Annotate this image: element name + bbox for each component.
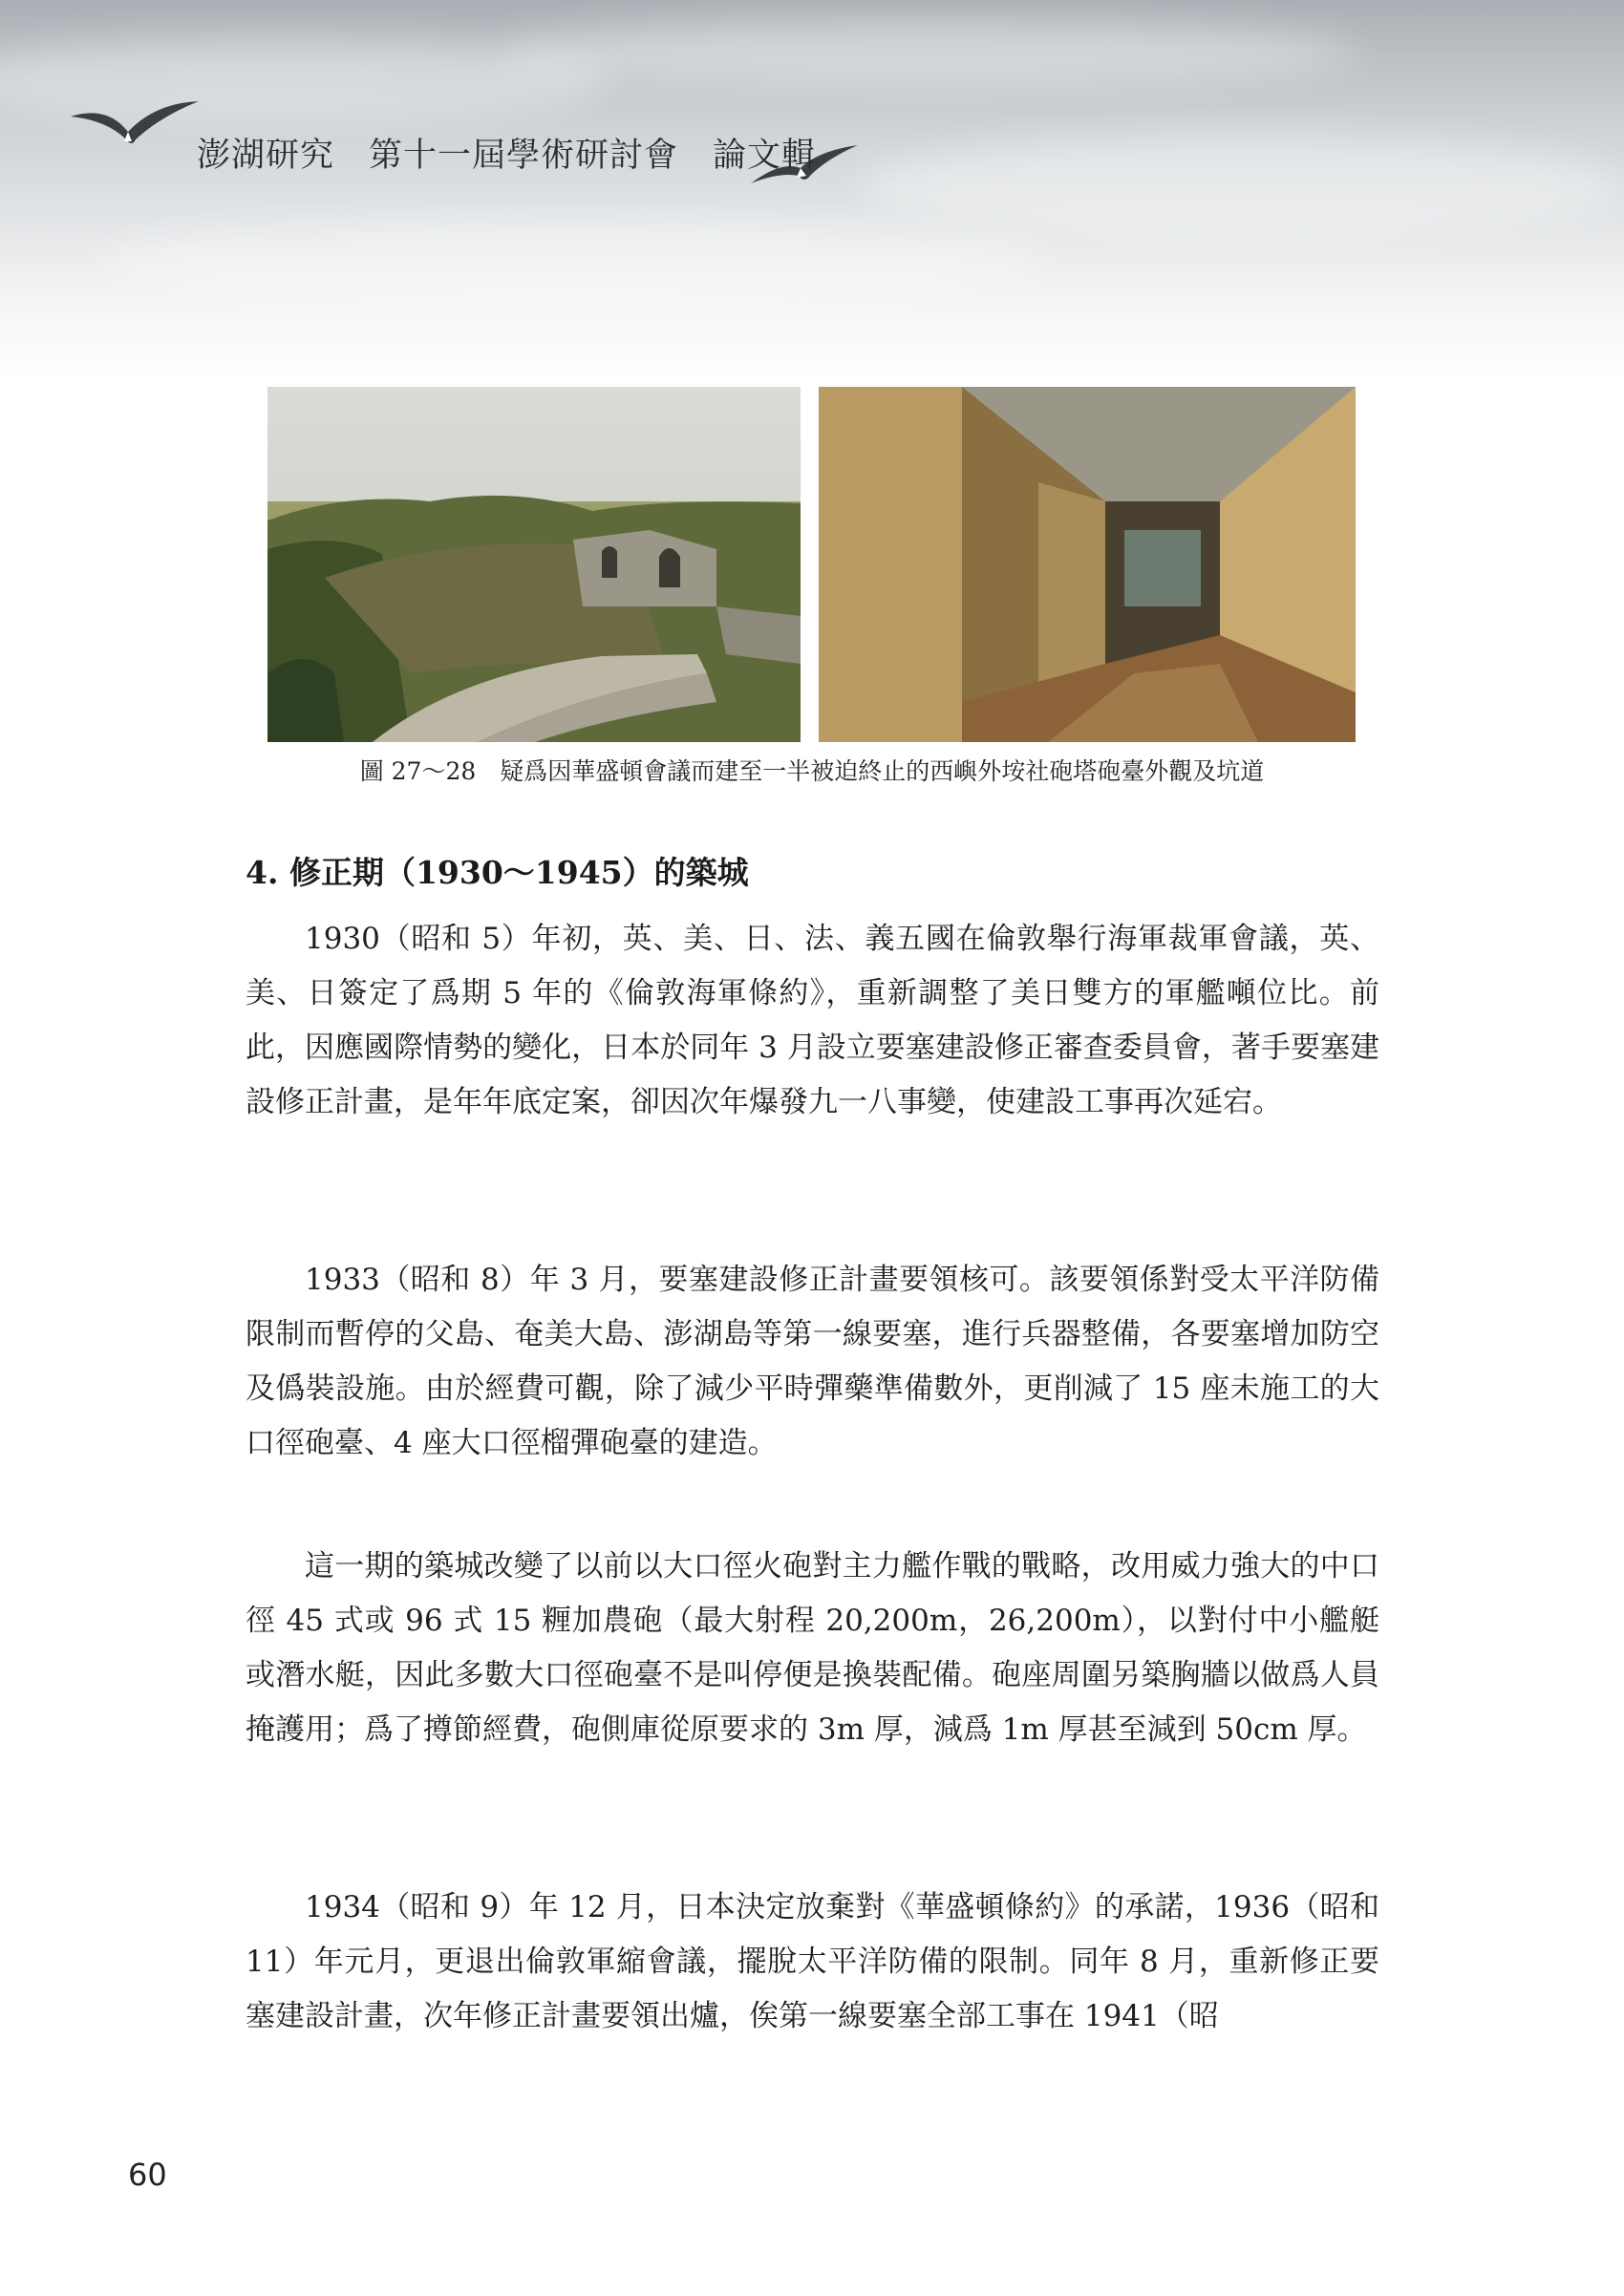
figure-caption: 圖 27～28 疑爲因華盛頓會議而建至一半被迫終止的西嶼外垵社砲塔砲臺外觀及坑道 xyxy=(359,757,1265,785)
seagull-icon xyxy=(69,96,203,162)
body-paragraph xyxy=(246,912,1379,1189)
body-paragraph xyxy=(246,1253,1379,1475)
photo-tunnel-interior xyxy=(819,387,1356,742)
paragraph-text: 1934（昭和 9）年 12 月，日本決定放棄對《華盛頓條約》的承諾，1936（昭和 11）年元月，更退出倫敦軍縮會議，擺脫太平洋防備的限制。同年 8 月，重新修正要塞建設計畫，次年修正計畫要領出爐，俟第一線要塞全部工事在 1941（昭 xyxy=(246,1890,1379,2033)
section-heading: 4. 修正期（1930～1945）的築城 xyxy=(246,854,749,891)
photo-gun-emplacement xyxy=(267,387,801,742)
paragraph-text: 1930（昭和 5）年初，英、美、日、法、義五國在倫敦舉行海軍裁軍會議，英、美、日簽定了爲期 5 年的《倫敦海軍條約》，重新調整了美日雙方的軍艦噸位比。前此，因應國際情勢的變化，日本於同年 3 月設立要塞建設修正審查委員會，著手要塞建設修正計畫，是年年底定案，卻因次年爆發九一八事變，使建設工事再次延宕。 xyxy=(246,922,1379,1119)
page-number: 60 xyxy=(128,2157,167,2193)
journal-title: 澎湖研究 第十一屆學術研討會 論文輯 xyxy=(197,137,817,175)
paragraph-text: 1933（昭和 8）年 3 月，要塞建設修正計畫要領核可。該要領係對受太平洋防備限制而暫停的父島、奄美大島、澎湖島等第一線要塞，進行兵器整備，各要塞增加防空及僞裝設施。由於經費可觀，除了減少平時彈藥準備數外，更削減了 15 座未施工的大口徑砲臺、4 座大口徑榴彈砲臺的建造。 xyxy=(246,1263,1379,1460)
paragraph-text: 這一期的築城改變了以前以大口徑火砲對主力艦作戰的戰略，改用威力強大的中口徑 45 式或 96 式 15 糎加農砲（最大射程 20,200m，26,200m），以對付中小艦艇或潛水艇，因此多數大口徑砲臺不是叫停便是換裝配備。砲座周圍另築胸牆以做爲人員掩護用；爲了撙節經費，砲側庫從原要求的 3m 厚，減爲 1m 厚甚至減到 50cm 厚。 xyxy=(246,1549,1379,1747)
body-paragraph xyxy=(246,1540,1379,1817)
body-paragraph xyxy=(246,1881,1379,2048)
page-header-banner xyxy=(0,0,1624,382)
